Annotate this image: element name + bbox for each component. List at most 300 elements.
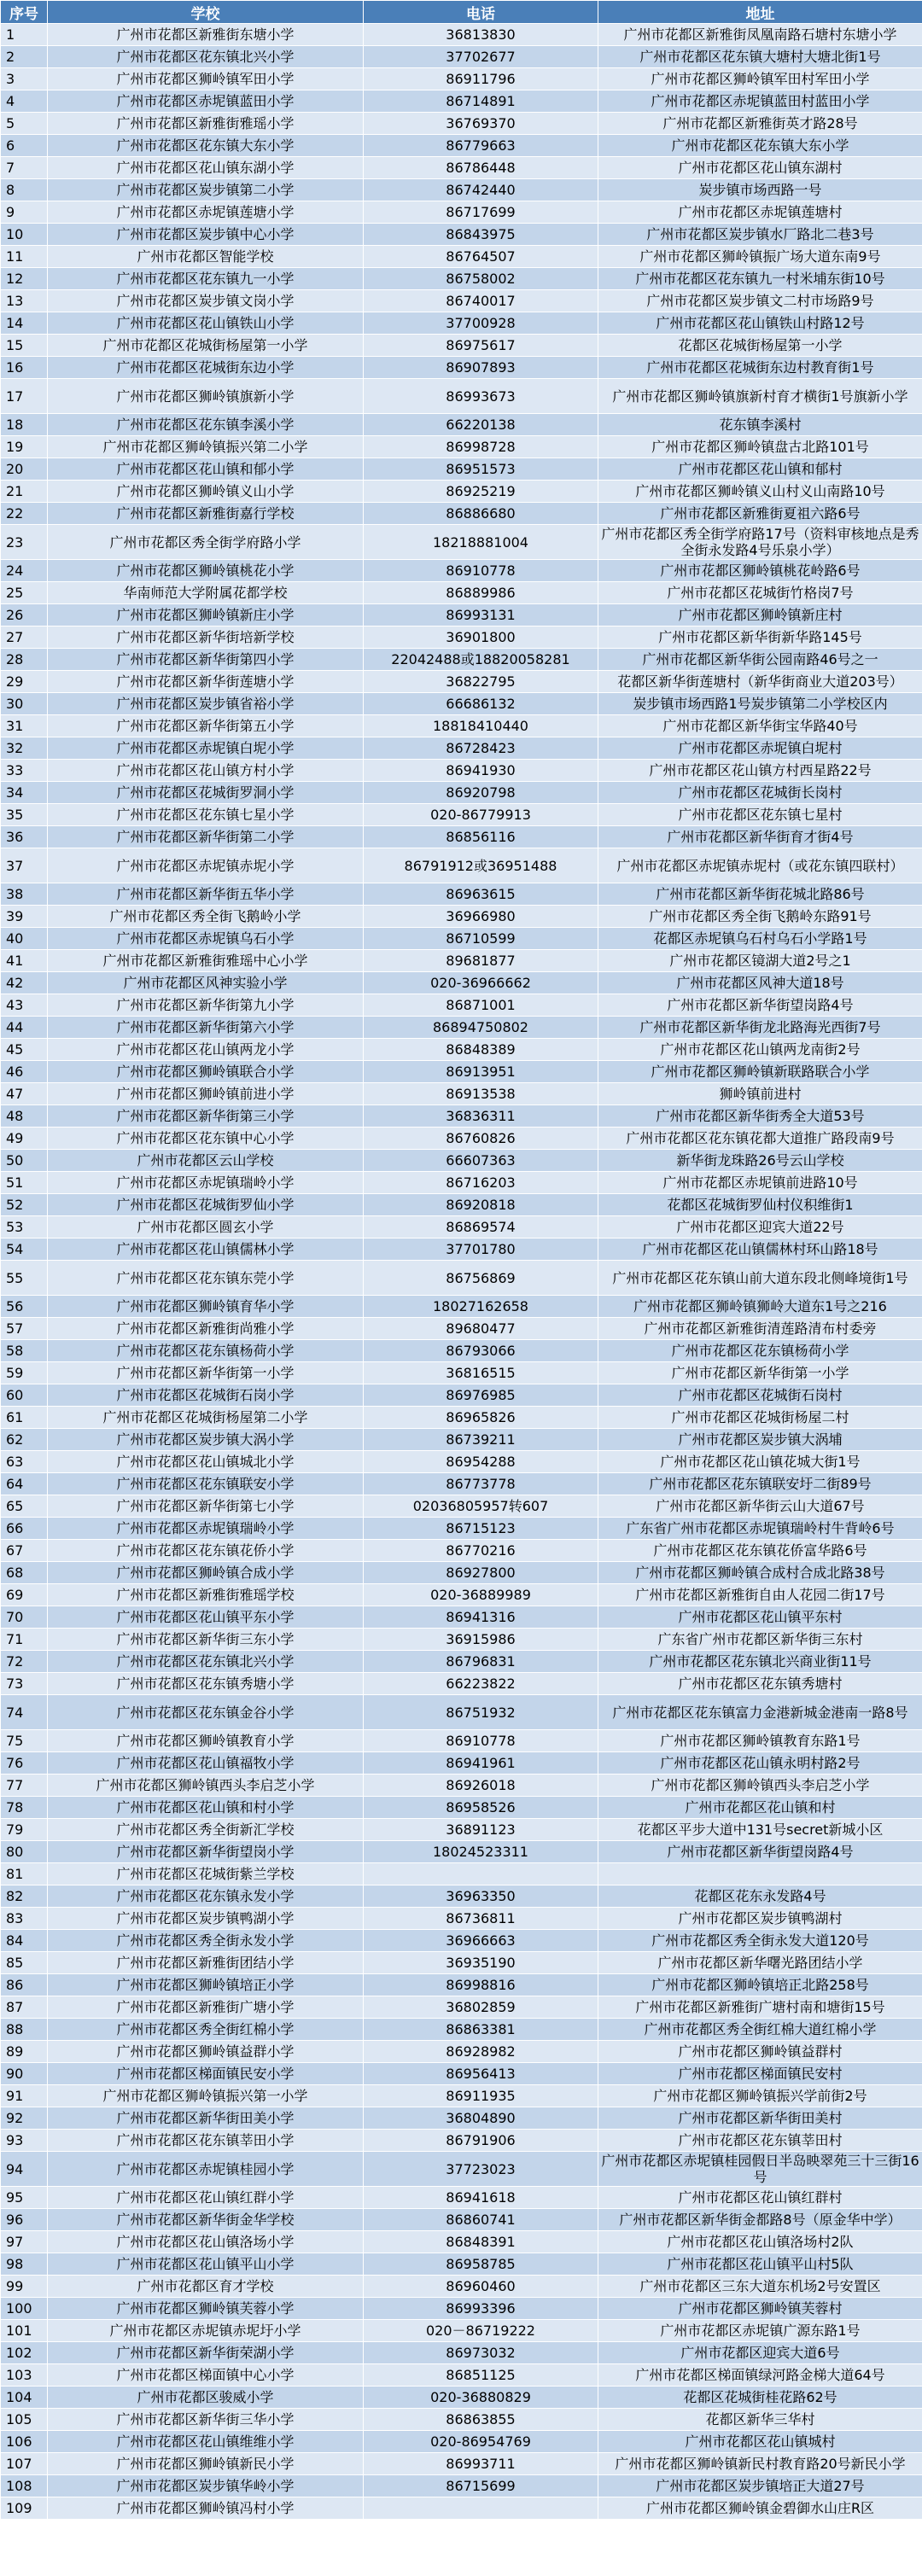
table-row [1,1429,922,1451]
cell-school: 广州市花都区花东镇莘田小学 [48,2130,364,2152]
cell-address: 广州市花都区新华街新华路145号 [598,627,922,649]
cell-no: 6 [1,135,48,157]
cell-address: 广州市花都区秀全街红棉大道红棉小学 [598,2019,922,2041]
cell-phone: 86913951 [364,1061,598,1083]
table-row [1,2253,922,2276]
table-row [1,1296,922,1318]
cell-school: 广州市花都区炭步镇文岗小学 [48,290,364,312]
cell-phone: 020-86779913 [364,804,598,826]
cell-school: 广州市花都区狮岭镇育华小学 [48,1296,364,1318]
table-row [1,2320,922,2342]
cell-address: 广州市花都区花东镇七星村 [598,804,922,826]
cell-address: 广州市花都区新华街宝华路40号 [598,715,922,737]
table-row [1,2152,922,2187]
cell-no: 19 [1,436,48,458]
cell-phone: 36935190 [364,1952,598,1974]
header-phone: 电话 [364,1,598,24]
cell-school: 广州市花都区花城街紫兰学校 [48,1863,364,1885]
cell-phone: 36802859 [364,1996,598,2019]
cell-no: 78 [1,1797,48,1819]
cell-phone: 86863855 [364,2409,598,2431]
cell-no: 43 [1,994,48,1017]
cell-phone: 36915986 [364,1629,598,1651]
cell-no: 44 [1,1017,48,1039]
cell-school: 广州市花都区花山镇维维小学 [48,2431,364,2453]
cell-address: 广东省广州市花都区新华街三东村 [598,1629,922,1651]
cell-no: 17 [1,379,48,414]
cell-address: 广州市花都区新华街金都路8号（原金华中学） [598,2209,922,2231]
table-row [1,201,922,224]
cell-phone: 86910778 [364,560,598,582]
cell-school: 广州市花都区花东镇永发小学 [48,1885,364,1908]
cell-no: 93 [1,2130,48,2152]
table-row [1,1797,922,1819]
cell-address: 广州市花都区梯面镇民安村 [598,2063,922,2085]
cell-school: 广州市花都区狮岭镇军田小学 [48,68,364,90]
cell-address: 花都区花城街罗仙村仪积维街1 [598,1194,922,1216]
cell-school: 广州市花都区花东镇杨荷小学 [48,1340,364,1362]
cell-no: 89 [1,2041,48,2063]
cell-address: 花都区新华街莲塘村（新华街商业大道203号） [598,671,922,693]
cell-no: 38 [1,883,48,906]
cell-address: 广州市花都区花城街石岗村 [598,1384,922,1407]
table-row [1,804,922,826]
cell-address: 广州市花都区迎宾大道6号 [598,2342,922,2364]
table-row [1,1908,922,1930]
cell-school: 广州市花都区花东镇北兴小学 [48,1651,364,1673]
table-row [1,1730,922,1752]
cell-school: 广州市花都区新华街望岗小学 [48,1841,364,1863]
cell-no: 82 [1,1885,48,1908]
table-row [1,246,922,268]
table-row [1,1495,922,1518]
cell-phone: 020－86719222 [364,2320,598,2342]
cell-school: 广州市花都区狮岭镇培正小学 [48,1974,364,1996]
cell-no: 97 [1,2231,48,2253]
cell-address: 广州市花都区狮岭镇金碧御水山庄R区 [598,2497,922,2520]
cell-address: 炭步镇市场西路1号炭步镇第二小学校区内 [598,693,922,715]
cell-address: 广州市花都区狮岭镇益群村 [598,2041,922,2063]
cell-no: 25 [1,582,48,604]
cell-phone: 36804890 [364,2107,598,2130]
cell-no: 59 [1,1362,48,1384]
cell-address: 广州市花都区花山镇和村 [598,1797,922,1819]
cell-phone: 86956413 [364,2063,598,2085]
cell-phone: 020-86954769 [364,2431,598,2453]
cell-phone: 86710599 [364,928,598,950]
table-row [1,1083,922,1105]
table-row [1,46,922,68]
cell-school: 广州市花都区花东镇大东小学 [48,135,364,157]
cell-phone: 86954288 [364,1451,598,1473]
cell-school: 广州市花都区新雅街团结小学 [48,1952,364,1974]
cell-school: 广州市花都区花山镇福牧小学 [48,1752,364,1775]
cell-school: 广州市花都区新华街第二小学 [48,826,364,848]
cell-school: 广州市花都区秀全街学府路小学 [48,525,364,560]
cell-phone: 36816515 [364,1362,598,1384]
cell-address: 广州市花都区花山镇花城大街1号 [598,1451,922,1473]
cell-no: 96 [1,2209,48,2231]
cell-school: 广州市花都区新华街第四小学 [48,649,364,671]
table-row [1,1261,922,1296]
cell-no: 109 [1,2497,48,2520]
table-row [1,2409,922,2431]
cell-school: 广州市花都区新华街三东小学 [48,1629,364,1651]
cell-address: 广州市花都区花东镇花侨富华路6号 [598,1540,922,1562]
cell-phone: 86927800 [364,1562,598,1584]
cell-school: 广州市花都区花山镇城北小学 [48,1451,364,1473]
cell-address: 广州市花都区花山镇和郁村 [598,458,922,481]
cell-address: 广州市花都区花东镇九一村米埔东街10号 [598,268,922,290]
cell-school: 广州市花都区新华街第一小学 [48,1362,364,1384]
cell-phone: 86851125 [364,2364,598,2387]
cell-no: 4 [1,90,48,113]
cell-school: 广州市花都区花山镇东湖小学 [48,157,364,179]
cell-phone: 86715123 [364,1518,598,1540]
cell-no: 95 [1,2187,48,2209]
cell-address: 广州市花都区新雅街凤凰南路石塘村东塘小学 [598,24,922,46]
cell-phone: 86976985 [364,1384,598,1407]
cell-school: 广州市花都区新雅街尚雅小学 [48,1318,364,1340]
table-row [1,268,922,290]
table-row [1,290,922,312]
table-row [1,2497,922,2520]
cell-address: 广州市花都区新华街望岗路4号 [598,1841,922,1863]
cell-phone: 36822795 [364,671,598,693]
cell-address [598,1863,922,1885]
table-row [1,1318,922,1340]
cell-phone: 86764507 [364,246,598,268]
cell-school: 广州市花都区云山学校 [48,1150,364,1172]
cell-no: 62 [1,1429,48,1451]
table-row [1,1128,922,1150]
cell-phone: 86951573 [364,458,598,481]
cell-phone: 36963350 [364,1885,598,1908]
cell-no: 1 [1,24,48,46]
cell-address: 广州市花都区新华街田美村 [598,2107,922,2130]
cell-no: 85 [1,1952,48,1974]
cell-address: 广州市花都区风神大道18号 [598,972,922,994]
table-row [1,458,922,481]
cell-no: 67 [1,1540,48,1562]
table-row [1,649,922,671]
cell-school: 广州市花都区赤坭镇桂园小学 [48,2152,364,2187]
cell-school: 广州市花都区秀全街永发小学 [48,1930,364,1952]
cell-phone: 86958785 [364,2253,598,2276]
cell-no: 83 [1,1908,48,1930]
table-row [1,1017,922,1039]
cell-no: 42 [1,972,48,994]
cell-phone: 86928982 [364,2041,598,2063]
cell-address: 炭步镇市场西路一号 [598,179,922,201]
cell-address: 广州市花都区狮岭镇新联路联合小学 [598,1061,922,1083]
table-row [1,2063,922,2085]
cell-phone: 36769370 [364,113,598,135]
cell-address: 广州市花都区花城街东边村教育街1号 [598,357,922,379]
cell-no: 74 [1,1695,48,1730]
cell-no: 54 [1,1238,48,1261]
table-row [1,604,922,627]
cell-no: 53 [1,1216,48,1238]
cell-phone: 89681877 [364,950,598,972]
cell-school: 广州市花都区狮岭镇冯村小学 [48,2497,364,2520]
cell-phone: 86779663 [364,135,598,157]
cell-address: 广州市花都区镜湖大道2号之1 [598,950,922,972]
cell-no: 13 [1,290,48,312]
cell-phone: 86869574 [364,1216,598,1238]
cell-school: 广州市花都区狮岭镇振兴第一小学 [48,2085,364,2107]
table-row [1,2085,922,2107]
cell-address: 广州市花都区狮岭镇新庄村 [598,604,922,627]
table-row [1,525,922,560]
cell-phone: 86860741 [364,2209,598,2231]
cell-phone: 36901800 [364,627,598,649]
cell-school: 广州市花都区狮岭镇前进小学 [48,1083,364,1105]
cell-address: 广州市花都区新华街公园南路46号之一 [598,649,922,671]
cell-address: 广州市花都区花东镇富力金港新城金港南一路8号 [598,1695,922,1730]
cell-school: 广州市花都区花东镇北兴小学 [48,46,364,68]
cell-school: 广州市花都区花城街罗仙小学 [48,1194,364,1216]
cell-school: 广州市花都区炭步镇鸭湖小学 [48,1908,364,1930]
cell-phone: 86960460 [364,2276,598,2298]
cell-phone: 18027162658 [364,1296,598,1318]
cell-address: 广州市花都区狮岭镇芙蓉村 [598,2298,922,2320]
cell-phone: 86911935 [364,2085,598,2107]
cell-phone: 86941961 [364,1752,598,1775]
cell-school: 广州市花都区新华街第五小学 [48,715,364,737]
cell-school: 广州市花都区花东镇花侨小学 [48,1540,364,1562]
cell-school: 广州市花都区育才学校 [48,2276,364,2298]
cell-address: 广州市花都区花东镇杨荷小学 [598,1340,922,1362]
table-row [1,224,922,246]
cell-school: 广州市花都区花东镇联安小学 [48,1473,364,1495]
cell-no: 65 [1,1495,48,1518]
cell-address: 花都区花城街杨屋第一小学 [598,335,922,357]
header-address: 地址 [598,1,922,24]
cell-school: 广州市花都区花城街罗洞小学 [48,782,364,804]
cell-school: 广州市花都区花山镇平山小学 [48,2253,364,2276]
cell-school: 广州市花都区骏威小学 [48,2387,364,2409]
cell-no: 48 [1,1105,48,1128]
table-row [1,436,922,458]
cell-school: 广州市花都区新华街莲塘小学 [48,671,364,693]
cell-school: 广州市花都区狮岭镇桃花小学 [48,560,364,582]
cell-address: 广州市花都区狮岭镇盘古北路101号 [598,436,922,458]
cell-school: 广州市花都区花东镇东莞小学 [48,1261,364,1296]
cell-address: 狮岭镇前进村 [598,1083,922,1105]
cell-no: 77 [1,1775,48,1797]
cell-school: 广州市花都区智能学校 [48,246,364,268]
cell-phone: 86907893 [364,357,598,379]
cell-address: 广州市花都区新雅街自由人花园二街17号 [598,1584,922,1606]
cell-address: 广州市花都区花东镇北兴商业街11号 [598,1651,922,1673]
cell-address: 广州市花都区炭步镇鸭湖村 [598,1908,922,1930]
cell-no: 49 [1,1128,48,1150]
cell-phone: 36966663 [364,1930,598,1952]
table-row [1,68,922,90]
cell-no: 103 [1,2364,48,2387]
cell-address: 广州市花都区花东镇山前大道东段北侧峰境街1号 [598,1261,922,1296]
cell-school: 广州市花都区新华街第三小学 [48,1105,364,1128]
cell-no: 21 [1,481,48,503]
table-row [1,1629,922,1651]
cell-no: 5 [1,113,48,135]
cell-no: 24 [1,560,48,582]
cell-phone: 86736811 [364,1908,598,1930]
cell-address: 广州市花都区狮岭镇义山村义山南路10号 [598,481,922,503]
cell-school: 广州市花都区新华街培新学校 [48,627,364,649]
cell-phone: 86863381 [364,2019,598,2041]
cell-school: 广州市花都区花城街东边小学 [48,357,364,379]
cell-phone: 89680477 [364,1318,598,1340]
cell-phone: 86742440 [364,179,598,201]
cell-school: 广州市花都区花东镇九一小学 [48,268,364,290]
cell-address: 广州市花都区花山镇方村西星路22号 [598,760,922,782]
cell-phone: 86920798 [364,782,598,804]
cell-address: 广州市花都区新华街望岗路4号 [598,994,922,1017]
cell-school: 广州市花都区圆玄小学 [48,1216,364,1238]
table-row [1,1384,922,1407]
cell-address: 广州市花都区赤坭镇前进路10号 [598,1172,922,1194]
table-row [1,2475,922,2497]
cell-school: 广州市花都区赤坭镇瑞岭小学 [48,1172,364,1194]
cell-school: 广州市花都区花山镇洛场小学 [48,2231,364,2253]
cell-school: 广州市花都区秀全街飞鹅岭小学 [48,906,364,928]
cell-school: 广州市花都区狮岭镇教育小学 [48,1730,364,1752]
cell-school: 广州市花都区花山镇两龙小学 [48,1039,364,1061]
table-row [1,357,922,379]
cell-address: 广州市花都区花城街杨屋二村 [598,1407,922,1429]
cell-phone: 86714891 [364,90,598,113]
cell-phone: 86894750802 [364,1017,598,1039]
cell-phone: 86993131 [364,604,598,627]
cell-address: 广州市花都区新华街秀全大道53号 [598,1105,922,1128]
cell-address: 广州市花都区花山镇铁山村路12号 [598,312,922,335]
cell-address: 广州市花都区狮岭镇旗新村育才横街1号旗新小学 [598,379,922,414]
cell-address: 广州市花都区新华街第一小学 [598,1362,922,1384]
cell-address: 广州市花都区花山镇儒林村环山路18号 [598,1238,922,1261]
cell-school: 广州市花都区花城街杨屋第一小学 [48,335,364,357]
cell-phone: 37702677 [364,46,598,68]
cell-address: 广州市花都区花山镇洛场村2队 [598,2231,922,2253]
table-row [1,1150,922,1172]
cell-address: 花都区平步大道中131号secret新城小区 [598,1819,922,1841]
table-row [1,113,922,135]
cell-phone: 86871001 [364,994,598,1017]
table-row [1,760,922,782]
cell-no: 22 [1,503,48,525]
cell-phone: 86993396 [364,2298,598,2320]
cell-school: 广州市花都区狮岭镇新民小学 [48,2453,364,2475]
cell-no: 20 [1,458,48,481]
cell-school: 广州市花都区新雅街广塘小学 [48,1996,364,2019]
cell-address: 花东镇李溪村 [598,414,922,436]
cell-phone [364,1863,598,1885]
cell-school: 广州市花都区梯面镇中心小学 [48,2364,364,2387]
cell-no: 104 [1,2387,48,2409]
table-row [1,2107,922,2130]
cell-phone: 36891123 [364,1819,598,1841]
cell-no: 35 [1,804,48,826]
cell-phone: 86716203 [364,1172,598,1194]
table-row [1,1584,922,1606]
cell-phone: 66223822 [364,1673,598,1695]
cell-school: 广州市花都区狮岭镇振兴第二小学 [48,436,364,458]
table-row [1,928,922,950]
cell-no: 102 [1,2342,48,2364]
cell-no: 28 [1,649,48,671]
table-row [1,2364,922,2387]
cell-school: 广州市花都区狮岭镇益群小学 [48,2041,364,2063]
cell-address: 广州市花都区炭步镇水厂路北二巷3号 [598,224,922,246]
cell-school: 广州市花都区狮岭镇芙蓉小学 [48,2298,364,2320]
table-row [1,414,922,436]
cell-school: 广州市花都区炭步镇中心小学 [48,224,364,246]
cell-school: 广州市花都区赤坭镇赤坭圩小学 [48,2320,364,2342]
table-row [1,582,922,604]
cell-phone: 86963615 [364,883,598,906]
cell-phone: 36966980 [364,906,598,928]
cell-school: 广州市花都区花东镇秀塘小学 [48,1673,364,1695]
cell-school: 广州市花都区新雅街嘉行学校 [48,503,364,525]
table-row [1,2130,922,2152]
cell-phone: 66686132 [364,693,598,715]
table-row [1,2209,922,2231]
cell-no: 8 [1,179,48,201]
table-row [1,157,922,179]
cell-no: 88 [1,2019,48,2041]
cell-no: 37 [1,848,48,883]
cell-phone: 36813830 [364,24,598,46]
cell-no: 91 [1,2085,48,2107]
cell-no: 75 [1,1730,48,1752]
cell-no: 84 [1,1930,48,1952]
cell-address: 广州市花都区赤坭镇赤坭村（或花东镇四联村） [598,848,922,883]
table-row [1,1473,922,1495]
cell-address: 新华街龙珠路26号云山学校 [598,1150,922,1172]
cell-no: 108 [1,2475,48,2497]
cell-no: 33 [1,760,48,782]
table-row [1,1775,922,1797]
cell-school: 广州市花都区新华街三华小学 [48,2409,364,2431]
cell-no: 57 [1,1318,48,1340]
table-row [1,2453,922,2475]
cell-no: 71 [1,1629,48,1651]
header-school: 学校 [48,1,364,24]
cell-no: 23 [1,525,48,560]
table-row [1,1216,922,1238]
cell-phone: 020-36966662 [364,972,598,994]
cell-school: 广州市花都区赤坭镇蓝田小学 [48,90,364,113]
cell-school: 广州市花都区新华街田美小学 [48,2107,364,2130]
cell-phone: 86739211 [364,1429,598,1451]
table-row [1,1885,922,1908]
cell-phone: 37700928 [364,312,598,335]
cell-address: 广州市花都区新华街云山大道67号 [598,1495,922,1518]
cell-no: 107 [1,2453,48,2475]
cell-no: 45 [1,1039,48,1061]
cell-phone: 86770216 [364,1540,598,1562]
table-row [1,2342,922,2364]
cell-phone: 86796831 [364,1651,598,1673]
cell-school: 广州市花都区花东镇李溪小学 [48,414,364,436]
cell-phone: 86758002 [364,268,598,290]
cell-address: 广州市花都区新华曙光路团结小学 [598,1952,922,1974]
cell-phone: 86941618 [364,2187,598,2209]
cell-school: 广州市花都区花山镇平东小学 [48,1606,364,1629]
table-row [1,1996,922,2019]
cell-no: 69 [1,1584,48,1606]
